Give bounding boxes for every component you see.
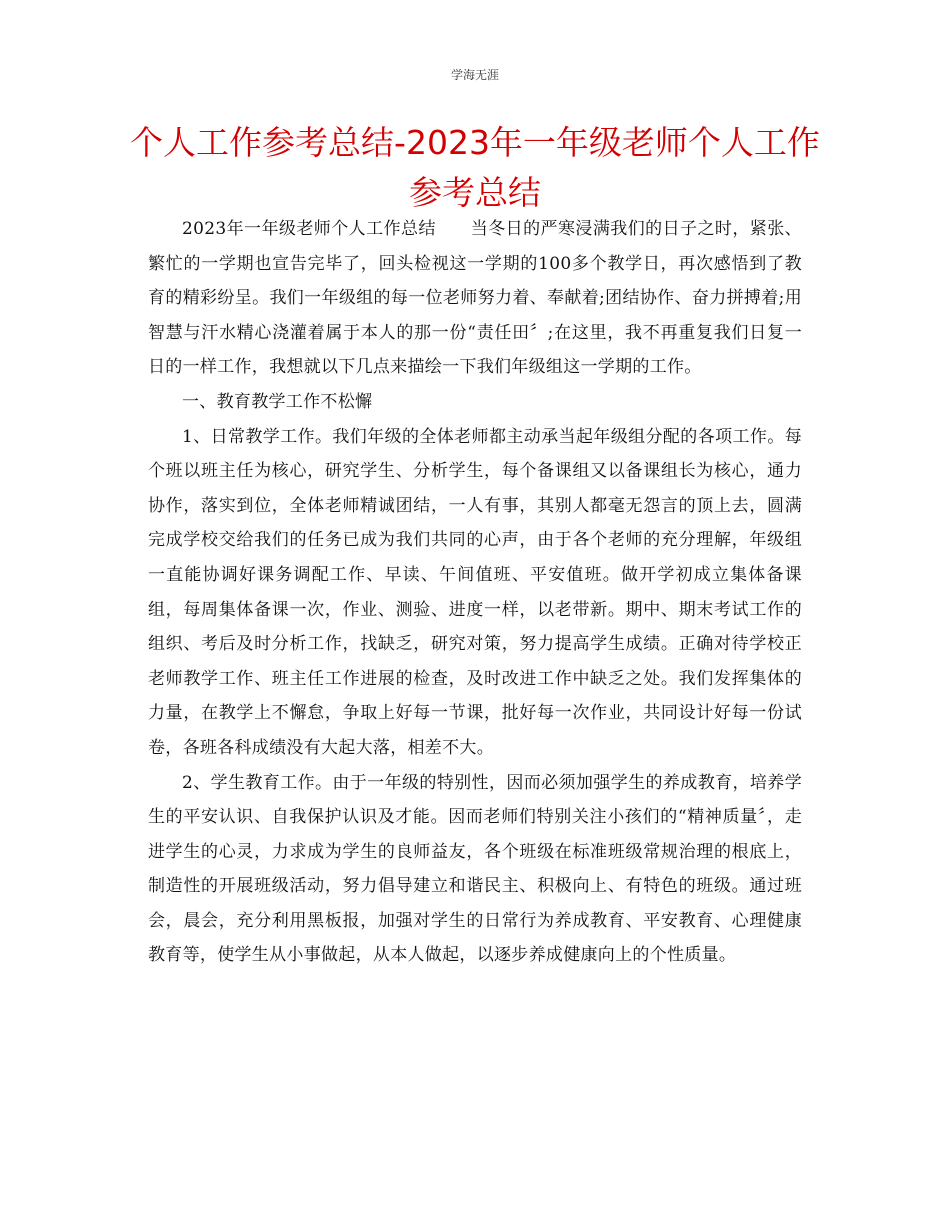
- section-heading: 一、教育教学工作不松懈: [182, 391, 373, 412]
- document-title: 个人工作参考总结-2023年一年级老师个人工作参考总结: [130, 123, 820, 212]
- paragraph-student-education: 2、学生教育工作。由于一年级的特别性，因而必须加强学生的养成教育，培养学生的平安认识、自我保护认识及才能。因而老师们特别关注小孩们的“精神质量〞，走进学生的心灵，力求成为学生的良师益友，各个班级在标准班级常规治理的根底上，制造性的开展班级活动，努力倡导建立和谐民主、积极向上、有特色的班级。通过班会，晨会，充分利用黑板报，加强对学生的日常行为养成教育、平安教育、心理健康教育等，使学生从小事做起，从本人做起，以逐步养成健康向上的个性质量。: [148, 772, 802, 966]
- paragraph-intro: 2023年一年级老师个人工作总结 当冬日的严寒浸满我们的日子之时，紧张、繁忙的一学期也宣告完毕了，回头检视这一学期的100多个教学日，再次感悟到了教育的精彩纷呈。我们一年级组的每一位老师努力着、奉献着;团结协作、奋力拼搏着;用智慧与汗水精心浇灌着属于本人的那一份“责任田〞;在这里，我不再重复我们日复一日的一样工作，我想就以下几点来描绘一下我们年级组这一学期的工作。: [148, 219, 802, 378]
- page-header: 学海无涯: [450, 68, 499, 82]
- paragraph-teaching: 1、日常教学工作。我们年级的全体老师都主动承当起年级组分配的各项工作。每个班以班主任为核心，研究学生、分析学生，每个备课组又以备课组长为核心，通力协作，落实到位，全体老师精诚团结，一人有事，其别人都毫无怨言的顶上去，圆满完成学校交给我们的任务已成为我们共同的心声，由于各个老师的充分理解，年级组一直能协调好课务调配工作、早读、午间值班、平安值班。做开学初成立集体备课组，每周集体备课一次，作业、测验、进度一样，以老带新。期中、期末考试工作的组织、考后及时分析工作，找缺乏，研究对策，努力提高学生成绩。正确对待学校正老师教学工作、班主任工作进展的检查，及时改进工作中缺乏之处。我们发挥集体的力量，在教学上不懈怠，争取上好每一节课，批好每一次作业，共同设计好每一份试卷，各班各科成绩没有大起大落，相差不大。: [148, 426, 802, 758]
- document-body: [148, 212, 802, 973]
